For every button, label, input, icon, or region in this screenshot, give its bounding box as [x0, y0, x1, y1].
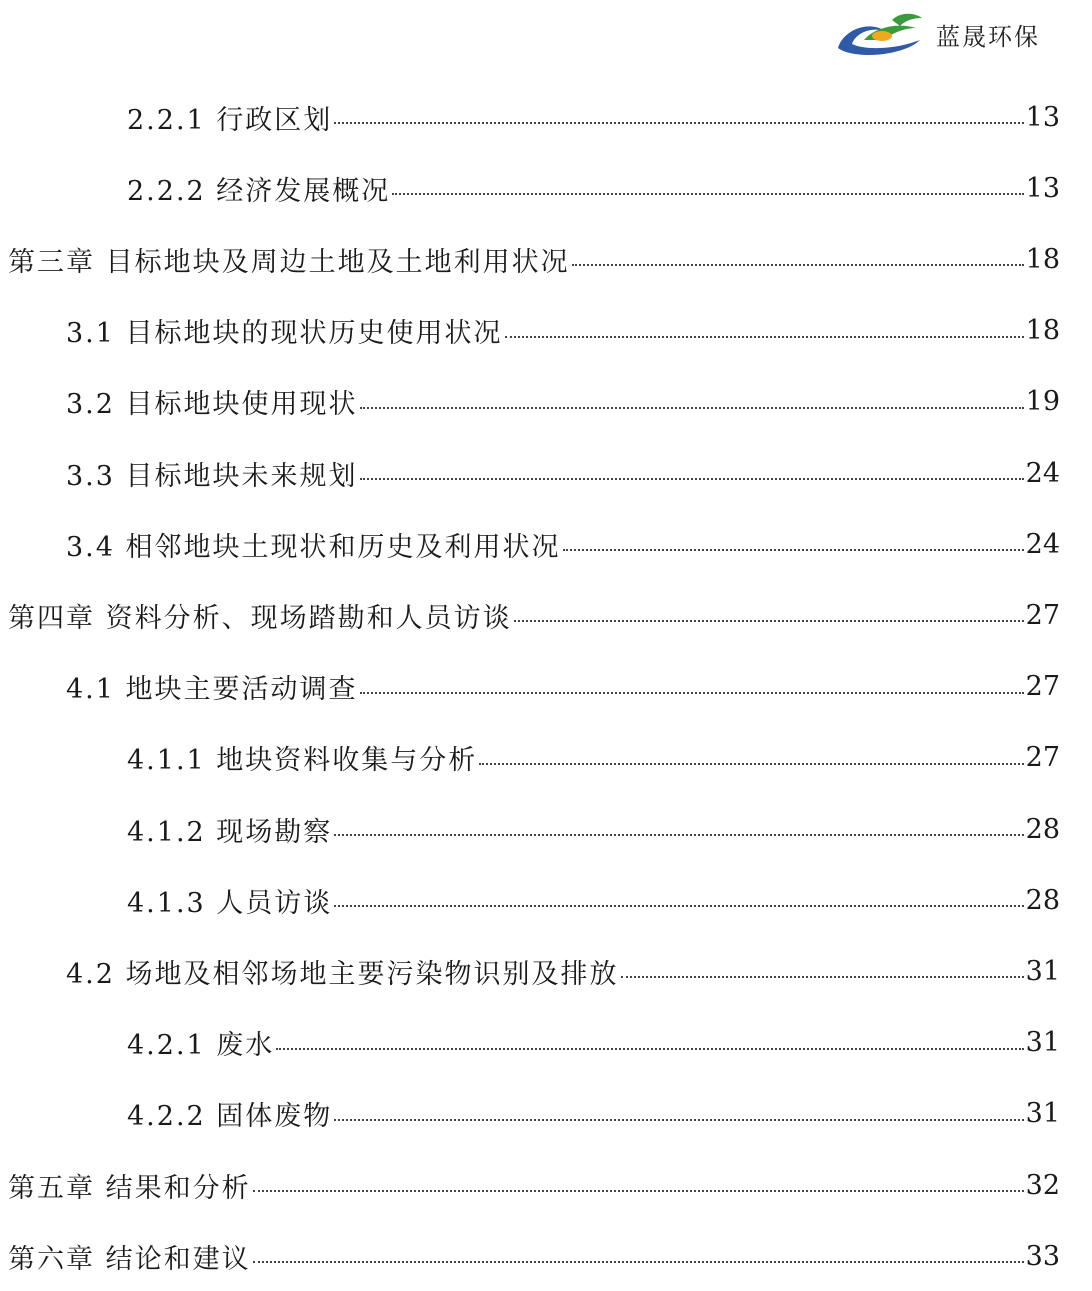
- toc-page-number: 13: [1025, 101, 1060, 133]
- toc-dot-leader: [253, 1261, 1024, 1263]
- toc-entry[interactable]: [0, 296, 1060, 366]
- toc-dot-leader: [253, 1190, 1024, 1192]
- toc-dot-leader: [360, 407, 1024, 409]
- toc-page-number: 27: [1025, 599, 1060, 631]
- toc-entry-title: 4.1.2 现场勘察: [127, 816, 333, 848]
- toc-entry-title: 3.2 目标地块使用现状: [66, 389, 358, 421]
- toc-dot-leader: [514, 620, 1024, 622]
- toc-entry-title: 4.1 地块主要活动调查: [66, 674, 358, 706]
- toc-page-number: 28: [1025, 884, 1060, 916]
- brand-name: 蓝晟环保: [936, 22, 1040, 51]
- toc-page-number: 31: [1025, 955, 1060, 987]
- toc-page-number: 24: [1025, 457, 1060, 489]
- toc-entry-title: 4.1.1 地块资料收集与分析: [127, 745, 478, 777]
- toc-page-number: 18: [1025, 243, 1060, 275]
- toc-entry[interactable]: [0, 936, 1060, 1006]
- toc-entry[interactable]: [0, 438, 1060, 508]
- toc-entry-title: 4.2.2 固体废物: [127, 1101, 333, 1133]
- toc-dot-leader: [479, 763, 1023, 765]
- toc-dot-leader: [360, 692, 1024, 694]
- toc-page-number: 13: [1025, 172, 1060, 204]
- page-header: [834, 4, 1040, 64]
- toc-entry[interactable]: [0, 509, 1060, 579]
- toc-dot-leader: [621, 976, 1024, 978]
- toc-dot-leader: [563, 549, 1024, 551]
- toc-page-number: 31: [1025, 1027, 1060, 1059]
- toc-entry[interactable]: [0, 865, 1060, 935]
- toc-page-number: 32: [1025, 1169, 1060, 1201]
- toc-entry-title: 3.4 相邻地块土现状和历史及利用状况: [66, 531, 561, 563]
- toc-entry[interactable]: [0, 580, 1060, 650]
- toc-entry[interactable]: [0, 1221, 1060, 1291]
- toc-page-number: 27: [1025, 742, 1060, 774]
- toc-dot-leader: [392, 193, 1023, 195]
- toc-entry-title: 第四章 资料分析、现场踏勘和人员访谈: [8, 602, 512, 634]
- toc-entry[interactable]: [0, 1150, 1060, 1220]
- toc-dot-leader: [360, 478, 1024, 480]
- toc-dot-leader: [334, 905, 1023, 907]
- toc-dot-leader: [505, 336, 1024, 338]
- toc-entry[interactable]: [0, 224, 1060, 294]
- toc-entry[interactable]: [0, 652, 1060, 722]
- toc-page-number: 19: [1025, 386, 1060, 418]
- lansheng-logo-icon: [834, 10, 926, 58]
- toc-entry-title: 4.2 场地及相邻场地主要污染物识别及排放: [66, 958, 619, 990]
- toc-dot-leader: [572, 264, 1024, 266]
- toc-entry[interactable]: [0, 1079, 1060, 1149]
- toc-dot-leader: [276, 1048, 1023, 1050]
- toc-entry-title: 2.2.2 经济发展概况: [127, 175, 391, 207]
- toc-entry[interactable]: [0, 723, 1060, 793]
- toc-entry-title: 2.2.1 行政区划: [127, 104, 333, 136]
- toc-entry[interactable]: [0, 367, 1060, 437]
- toc-dot-leader: [334, 1119, 1023, 1121]
- toc-dot-leader: [334, 834, 1023, 836]
- toc-page-number: 27: [1025, 671, 1060, 703]
- toc-entry-title: 第六章 结论和建议: [8, 1243, 251, 1275]
- toc-entry-title: 第五章 结果和分析: [8, 1172, 251, 1204]
- toc-entry[interactable]: [0, 82, 1060, 152]
- toc-entry-title: 第三章 目标地块及周边土地及土地利用状况: [8, 246, 570, 278]
- toc-entry-title: 4.2.1 废水: [127, 1030, 275, 1062]
- toc-entry-title: 3.3 目标地块未来规划: [66, 460, 358, 492]
- toc-dot-leader: [334, 122, 1023, 124]
- toc-entry[interactable]: [0, 1008, 1060, 1078]
- toc-page-number: 24: [1025, 528, 1060, 560]
- toc-entry-title: 4.1.3 人员访谈: [127, 887, 333, 919]
- toc-page-number: 18: [1025, 315, 1060, 347]
- toc-entry[interactable]: [0, 794, 1060, 864]
- toc-entry[interactable]: [0, 153, 1060, 223]
- toc-page-number: 28: [1025, 813, 1060, 845]
- toc-page-number: 33: [1025, 1240, 1060, 1272]
- toc-entry-title: 3.1 目标地块的现状历史使用状况: [66, 318, 503, 350]
- toc-page-number: 31: [1025, 1098, 1060, 1130]
